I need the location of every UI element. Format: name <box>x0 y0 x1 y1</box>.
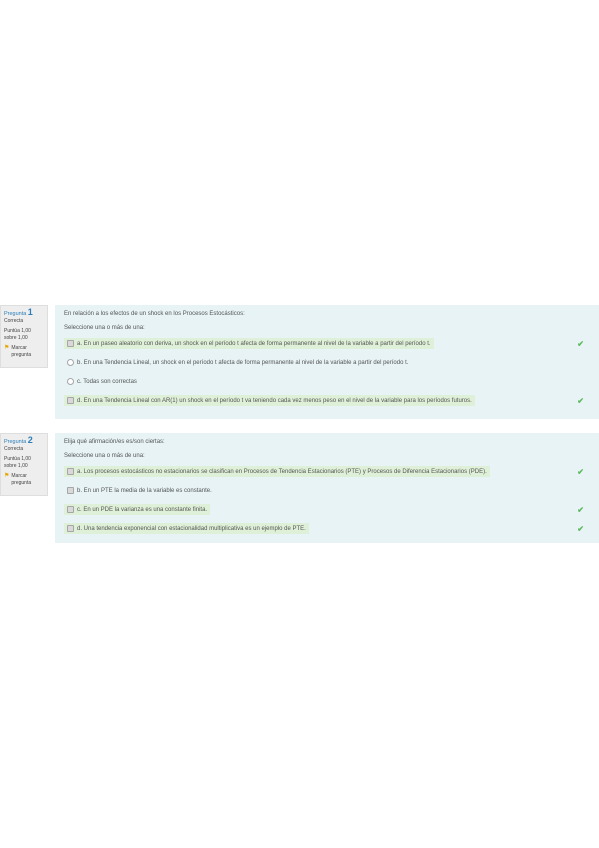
question-text: Elija qué afirmación/es es/son ciertas: <box>64 439 165 445</box>
flag-question-button[interactable] <box>4 345 44 359</box>
option-text: b. En un PTE la media de la variable es constante. <box>77 487 212 494</box>
question-label: Pregunta <box>4 439 27 445</box>
question-content <box>55 433 599 543</box>
question-info <box>0 433 48 496</box>
option-text: d. Una tendencia exponencial con estacionalidad multiplicativa es un ejemplo de PTE. <box>77 525 306 532</box>
checkbox[interactable] <box>67 487 74 494</box>
flag-icon: ⚑ <box>4 345 10 351</box>
correct-check-icon: ✔ <box>577 524 584 533</box>
option-text: a. Los procesos estocásticos no estacionarios se clasifican en Procesos de Tendencia Estacionarios (PTE) y Procesos de Diferencia Estacionarios (PDE). <box>77 468 487 475</box>
correct-check-icon: ✔ <box>577 505 584 514</box>
option-text: d. En una Tendencia Lineal con AR(1) un shock en el período t va teniendo cada vez menos peso en el nivel de la variable para los períodos futuros. <box>77 397 472 404</box>
answer-option-d[interactable] <box>64 391 590 410</box>
checkbox[interactable] <box>67 525 74 532</box>
question-content <box>55 305 599 419</box>
answer-option-c[interactable] <box>64 500 590 519</box>
option-text: a. En un paseo aleatorio con deriva, un shock en el período t afecta de forma permanente al nivel de la variable a partir del período t. <box>77 340 431 347</box>
answer-option-d[interactable] <box>64 519 590 538</box>
option-text: b. En una Tendencia Lineal, un shock en el período t afecta de forma permanente al nivel de la variable a partir del período t. <box>77 359 409 366</box>
question-number: 1 <box>27 307 33 317</box>
correct-check-icon: ✔ <box>577 396 584 405</box>
flag-icon: ⚑ <box>4 473 10 479</box>
question-label: Pregunta <box>4 311 27 317</box>
question-state: Correcta <box>4 446 24 452</box>
correct-check-icon: ✔ <box>577 339 584 348</box>
checkbox[interactable] <box>67 340 74 347</box>
flag-question-button[interactable] <box>4 473 44 487</box>
question-info <box>0 305 48 368</box>
checkbox[interactable] <box>67 359 74 366</box>
question-state: Correcta <box>4 318 24 324</box>
flag-label: Marcar pregunta <box>11 473 32 486</box>
answer-option-c[interactable] <box>64 372 590 391</box>
option-text: c. En un PDE la varianza es una constante finita. <box>77 506 208 513</box>
checkbox[interactable] <box>67 506 74 513</box>
checkbox[interactable] <box>67 397 74 404</box>
option-text: c. Todas son correctas <box>77 378 137 385</box>
correct-check-icon: ✔ <box>577 467 584 476</box>
answer-option-a[interactable] <box>64 462 590 481</box>
question-prompt: Seleccione una o más de una: <box>64 453 145 459</box>
checkbox[interactable] <box>67 378 74 385</box>
question-prompt: Seleccione una o más de una: <box>64 325 145 331</box>
answer-option-b[interactable] <box>64 353 590 372</box>
question-score: Puntúa 1,00 sobre 1,00 <box>4 456 31 469</box>
flag-label: Marcar pregunta <box>11 345 32 358</box>
question-text: En relación a los efectos de un shock en los Procesos Estocásticos: <box>64 311 245 317</box>
question-score: Puntúa 1,00 sobre 1,00 <box>4 328 31 341</box>
question-number: 2 <box>27 435 33 445</box>
answer-option-b[interactable] <box>64 481 590 500</box>
answer-option-a[interactable] <box>64 334 590 353</box>
checkbox[interactable] <box>67 468 74 475</box>
